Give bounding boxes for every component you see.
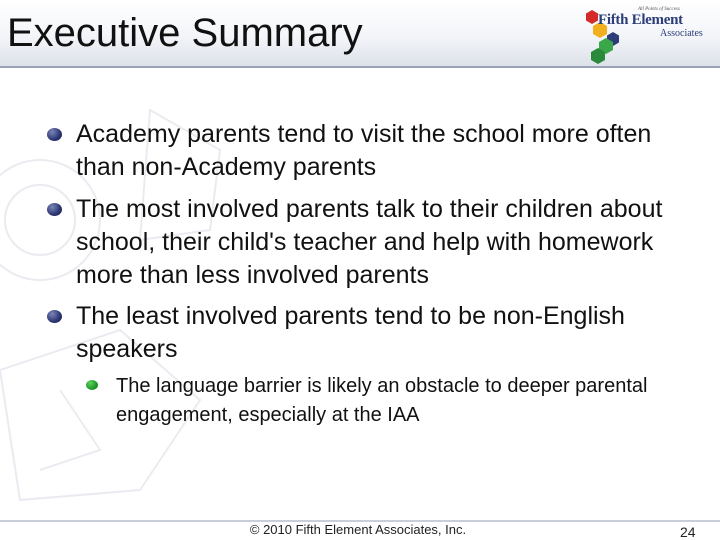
footer-copyright: © 2010 Fifth Element Associates, Inc. [249,522,467,537]
sub-bullet-text: The language barrier is likely an obstacle to deeper parental engagement, especially at the IAA [116,375,648,426]
bullet-text: Academy parents tend to visit the school more often than non-Academy parents [76,120,652,181]
sub-bullet-marker-icon [86,380,98,390]
slide-title: Executive Summary [7,11,363,55]
logo-subtitle: Associates [660,28,703,39]
logo-tagline: All Points of Success [638,7,680,12]
bullet-marker-icon [47,203,62,216]
bullet-text: The least involved parents tend to be non-English speakers [76,302,625,363]
logo-name: Fifth Element [598,12,683,28]
bullet-text: The most involved parents talk to their children about school, their child's teacher and help with homework more than less involved parents [76,195,663,289]
bullet-marker-icon [47,128,62,141]
bullet-marker-icon [47,310,62,323]
company-logo [576,4,716,66]
page-number: 24 [680,524,696,540]
title-band [0,0,720,68]
